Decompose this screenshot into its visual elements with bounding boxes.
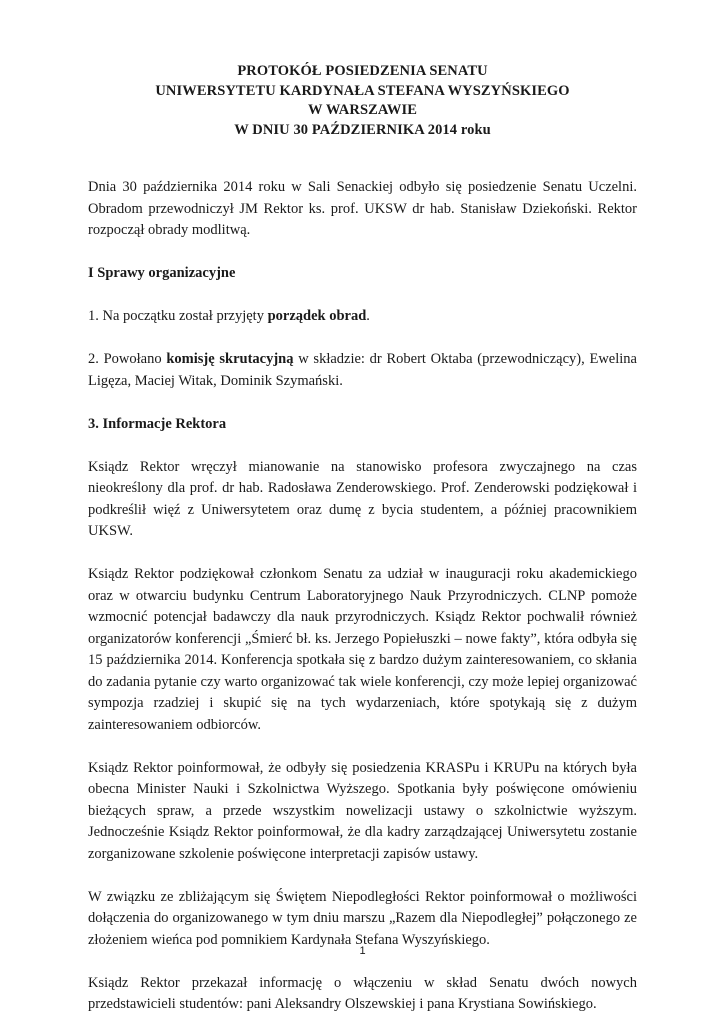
rector-info-paragraph-2: Ksiądz Rektor podziękował członkom Senatu za udział w inauguracji roku akademickiego oraz w otwarciu budynku Centrum Laboratoryjnego Nauk Przyrodniczych. CLNP pomoże wzmocnić potencjał badawczy dla nauk przyrodniczych. Ksiądz Rektor pochwalił również organizatorów konferencji „Śmierć bł. ks. Jerzego Popiełuszki – nowe fakty”, która odbyła się 15 października 2014. Konferencja spotkała się z bardzo dużym zainteresowaniem, co skłania do zadania pytanie czy warto organizować tak wiele konferencji, czy może lepiej organizować sympozja rzadziej i skupić się na tych wydarzeniach, które spotykają się z dużym zainteresowaniem odbiorców. (88, 566, 637, 733)
agenda-item-1 (88, 306, 637, 328)
rector-info-paragraph-1: Ksiądz Rektor wręczył mianowanie na stanowisko profesora zwyczajnego na czas nieokreślony dla prof. dr hab. Radosława Zenderowskiego. Prof. Zenderowski podziękował i podkreślił więź z Uniwersytetem oraz dumę z bycia studentem, a później pracownikiem UKSW. (88, 458, 637, 539)
agenda-item-2-suffix: w składzie: dr Robert Oktaba (przewodniczący), Ewelina Ligęza, Maciej Witak, Dominik Szymański. (88, 351, 637, 389)
agenda-item-2-prefix: 2. Powołano (88, 351, 167, 367)
agenda-item-1-suffix: . (366, 308, 370, 324)
rector-info-paragraph-4: W związku ze zbliżającym się Świętem Niepodległości Rektor poinformował o możliwości dołączenia do organizowanego w tym dniu marszu „Razem dla Niepodległej” połączonego ze złożeniem wieńca pod pomnikiem Kardynała Stefana Wyszyńskiego. (88, 888, 637, 948)
agenda-item-1-bold: porządek obrad (267, 308, 367, 324)
rector-info-paragraph-3: Ksiądz Rektor poinformował, że odbyły się posiedzenia KRASPu i KRUPu na których była obecna Minister Nauki i Szkolnictwa Wyższego. Spotkania były poświęcone omówieniu bieżących spraw, a przede wszystkim nowelizacji ustawy o szkolnictwie wyższym. Jednocześnie Ksiądz Rektor poinformował, że dla kadry zarządzającej Uniwersytetu zostanie zorganizowane szkolenie poświęcone interpretacji zapisów ustawy. (88, 759, 637, 862)
section-3-heading: 3. Informacje Rektora (88, 415, 227, 432)
title-line-2: UNIWERSYTETU KARDYNAŁA STEFANA WYSZYŃSKIEGO (155, 82, 570, 99)
title-line-1: PROTOKÓŁ POSIEDZENIA SENATU (237, 63, 488, 79)
page-number: 1 (359, 945, 366, 957)
section-1-heading: I Sprawy organizacyjne (88, 265, 236, 281)
title-line-3: W WARSZAWIE (308, 102, 417, 118)
agenda-item-2-bold: komisję skrutacyjną (166, 351, 294, 367)
document-title (88, 62, 637, 140)
intro-paragraph: Dnia 30 października 2014 roku w Sali Senackiej odbyło się posiedzenie Senatu Uczelni. Obradom przewodniczył JM Rektor ks. prof. UKSW dr hab. Stanisław Dziekoński. Rektor rozpoczął obrady modlitwą. (88, 179, 637, 238)
title-line-4: W DNIU 30 PAŹDZIERNIKA 2014 roku (234, 121, 491, 138)
rector-info-paragraph-5: Ksiądz Rektor przekazał informację o włączeniu w skład Senatu dwóch nowych przedstawicieli studentów: pani Aleksandry Olszewskiej i pana Krystiana Sowińskiego. (88, 974, 637, 1012)
agenda-item-1-prefix: 1. Na początku został przyjęty (88, 308, 268, 324)
document-body (88, 177, 637, 1016)
agenda-item-2 (88, 349, 637, 392)
